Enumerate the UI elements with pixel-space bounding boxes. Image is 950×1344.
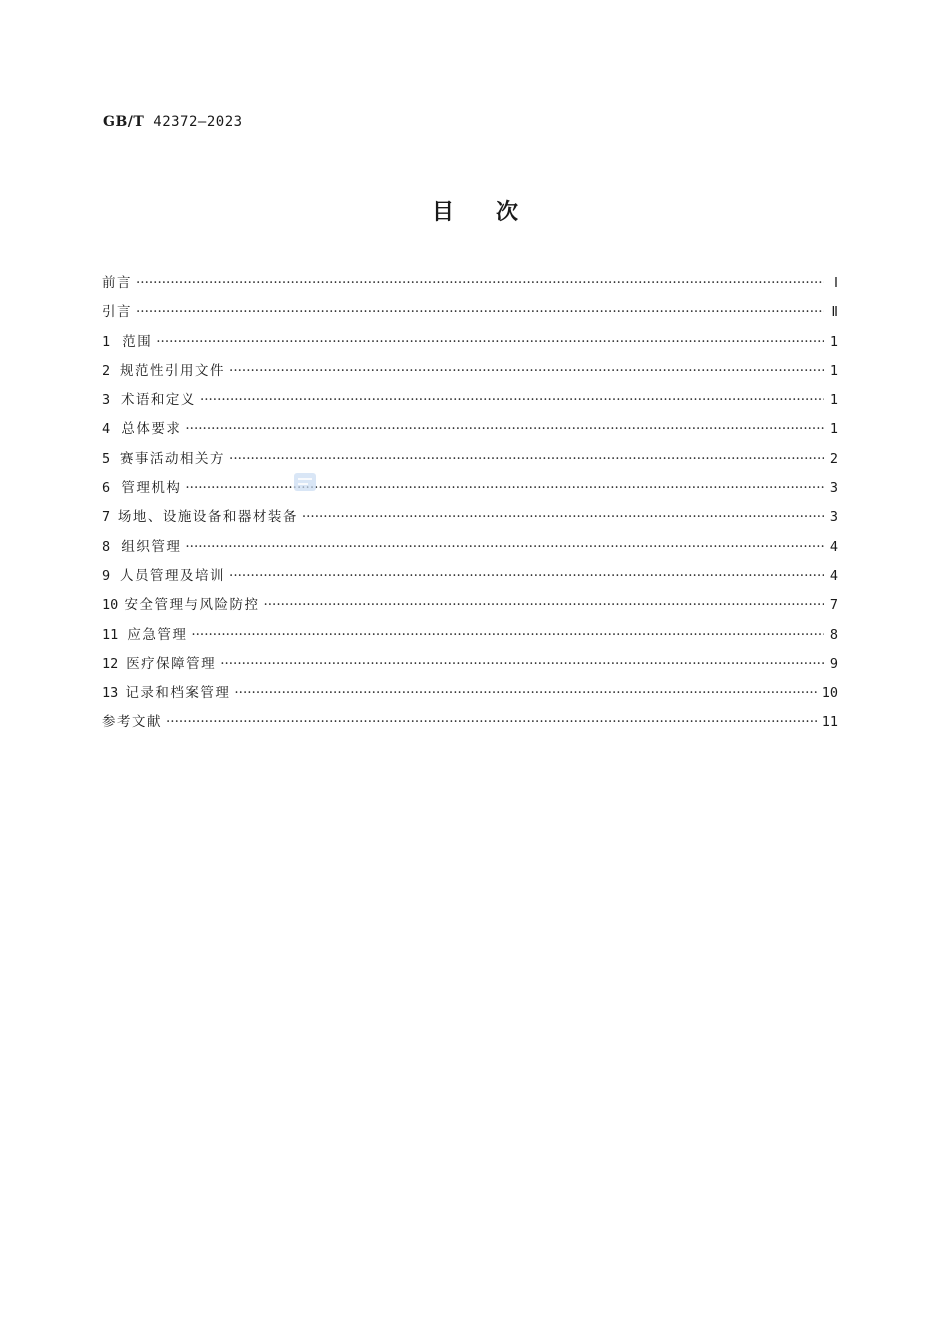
toc-entry-10[interactable] bbox=[102, 593, 838, 622]
toc-entry-number: 9 bbox=[102, 567, 111, 584]
dot-leader bbox=[191, 627, 824, 643]
dot-leader bbox=[229, 451, 824, 467]
toc-entry-page: 1 bbox=[829, 362, 838, 379]
toc-entry-6[interactable] bbox=[102, 476, 838, 505]
dot-leader bbox=[166, 714, 818, 730]
toc-entry-page: 3 bbox=[829, 480, 838, 497]
dot-leader bbox=[263, 597, 824, 613]
toc-entry-page: 3 bbox=[829, 509, 838, 526]
toc-entry-title: 记录和档案管理 bbox=[125, 685, 231, 702]
toc-entry-bibliography[interactable] bbox=[102, 710, 838, 739]
toc-entry-title: 应急管理 bbox=[127, 626, 188, 643]
toc-entry-page: Ⅰ bbox=[834, 275, 838, 291]
toc-entry-7[interactable] bbox=[102, 505, 838, 534]
standard-code bbox=[103, 114, 243, 130]
dot-leader bbox=[185, 421, 824, 437]
toc-entry-title: 安全管理与风险防控 bbox=[124, 597, 260, 614]
toc-entry-introduction[interactable] bbox=[102, 300, 838, 329]
toc-entry-title: 前言 bbox=[102, 275, 132, 291]
dot-leader bbox=[200, 392, 824, 408]
toc-entry-title: 术语和定义 bbox=[120, 392, 196, 409]
toc-entry-title: 管理机构 bbox=[121, 480, 182, 497]
toc-entry-page: 10 bbox=[821, 685, 838, 702]
toc-entry-page: Ⅱ bbox=[831, 304, 838, 321]
toc-entry-4[interactable] bbox=[102, 417, 838, 446]
toc-entry-8[interactable] bbox=[102, 535, 838, 564]
toc-entry-number: 11 bbox=[102, 626, 119, 643]
toc-entry-page: 1 bbox=[829, 333, 838, 350]
toc-entry-3[interactable] bbox=[102, 388, 838, 417]
toc-entry-title: 人员管理及培训 bbox=[120, 567, 226, 584]
table-of-contents bbox=[102, 271, 838, 740]
toc-entry-12[interactable] bbox=[102, 652, 838, 681]
toc-entry-number: 7 bbox=[102, 509, 111, 526]
dot-leader bbox=[136, 275, 824, 291]
dot-leader bbox=[229, 568, 824, 584]
toc-entry-page: 11 bbox=[821, 714, 838, 731]
toc-entry-title: 组织管理 bbox=[121, 538, 182, 555]
toc-entry-number: 6 bbox=[102, 480, 111, 497]
dot-leader bbox=[302, 509, 824, 525]
toc-entry-page: 7 bbox=[829, 597, 838, 614]
toc-entry-title: 参考文献 bbox=[102, 714, 162, 731]
toc-entry-5[interactable] bbox=[102, 447, 838, 476]
toc-entry-number: 10 bbox=[102, 597, 119, 614]
toc-entry-number: 2 bbox=[102, 362, 111, 379]
toc-entry-2[interactable] bbox=[102, 359, 838, 388]
toc-entry-number: 1 bbox=[102, 333, 111, 350]
page-title: 目次 bbox=[431, 200, 560, 225]
standard-number: 42372—2023 bbox=[153, 114, 243, 130]
toc-entry-title: 赛事活动相关方 bbox=[120, 450, 226, 467]
toc-entry-page: 2 bbox=[829, 450, 838, 467]
dot-leader bbox=[234, 685, 817, 701]
toc-entry-number: 4 bbox=[102, 421, 111, 438]
toc-entry-page: 1 bbox=[829, 392, 838, 409]
toc-entry-number: 3 bbox=[102, 392, 111, 409]
toc-entry-page: 9 bbox=[829, 655, 838, 672]
toc-entry-number: 13 bbox=[102, 685, 119, 702]
dot-leader bbox=[156, 334, 824, 350]
toc-entry-page: 4 bbox=[829, 567, 838, 584]
toc-entry-number: 12 bbox=[102, 655, 119, 672]
dot-leader bbox=[229, 363, 824, 379]
toc-entry-number: 8 bbox=[102, 538, 111, 555]
toc-entry-1[interactable] bbox=[102, 330, 838, 359]
dot-leader bbox=[220, 656, 824, 672]
dot-leader bbox=[185, 480, 824, 496]
toc-entry-13[interactable] bbox=[102, 681, 838, 710]
dot-leader bbox=[185, 539, 824, 555]
dot-leader bbox=[136, 304, 824, 320]
toc-entry-number: 5 bbox=[102, 450, 111, 467]
toc-entry-title: 规范性引用文件 bbox=[120, 362, 226, 379]
toc-entry-title: 总体要求 bbox=[121, 421, 182, 438]
toc-entry-11[interactable] bbox=[102, 623, 838, 652]
watermark-logo-icon bbox=[293, 470, 317, 494]
toc-entry-9[interactable] bbox=[102, 564, 838, 593]
toc-entry-title: 场地、设施设备和器材装备 bbox=[117, 509, 298, 526]
toc-entry-page: 8 bbox=[829, 626, 838, 643]
toc-entry-title: 医疗保障管理 bbox=[126, 655, 217, 672]
toc-entry-title: 引言 bbox=[102, 304, 132, 321]
toc-entry-page: 1 bbox=[829, 421, 838, 438]
toc-entry-page: 4 bbox=[829, 538, 838, 555]
standard-prefix: GB/T bbox=[103, 114, 145, 130]
toc-entry-title: 范围 bbox=[122, 333, 153, 350]
toc-entry-foreword[interactable] bbox=[102, 271, 838, 300]
